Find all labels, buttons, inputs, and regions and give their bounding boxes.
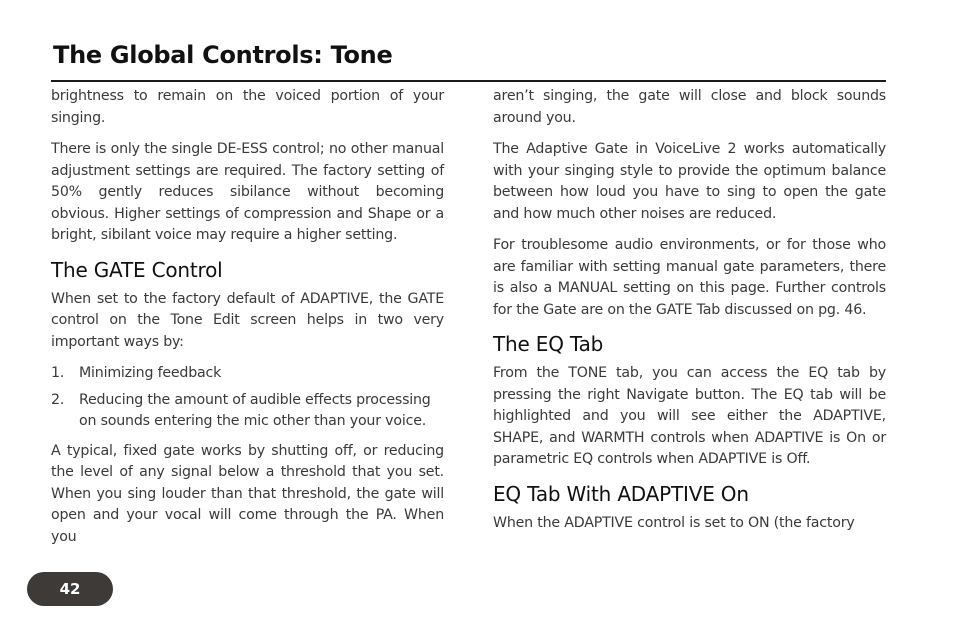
list-number: 2. bbox=[51, 391, 65, 408]
numbered-list bbox=[51, 363, 444, 433]
paragraph: From the TONE tab, you can access the EQ tab by pressing the right Navigate button. The EQ tab will be highlighted and you will see either the ADAPTIVE, SHAPE, and WARMTH controls when ADAPTIVE is On or parametric EQ controls when ADAPTIVE is Off. bbox=[493, 365, 886, 467]
section-heading-gate: The GATE Control bbox=[51, 257, 223, 282]
page-title: The Global Controls: Tone bbox=[53, 41, 393, 69]
paragraph: The Adaptive Gate in VoiceLive 2 works automatically with your singing style to provide the optimum balance between how loud you have to sing to open the gate and how much other noises are reduced. bbox=[493, 141, 886, 222]
section-heading-eq-adaptive: EQ Tab With ADAPTIVE On bbox=[493, 481, 749, 506]
paragraph: For troublesome audio environments, or for those who are familiar with setting manual gate parameters, there is also a MANUAL setting on this page. Further controls for the Gate are on the GATE Tab discussed on pg. 46. bbox=[493, 237, 886, 318]
page-number: 42 bbox=[59, 580, 81, 598]
paragraph: aren’t singing, the gate will close and block sounds around you. bbox=[493, 88, 886, 126]
section-heading-eq-tab: The EQ Tab bbox=[493, 332, 604, 356]
paragraph: When set to the factory default of ADAPTIVE, the GATE control on the Tone Edit screen helps in two very important ways by: bbox=[51, 290, 444, 350]
paragraph: When the ADAPTIVE control is set to ON (the factory bbox=[493, 514, 855, 531]
paragraph: A typical, fixed gate works by shutting off, or reducing the level of any signal below a threshold that you set. When you sing louder than that threshold, the gate will open and your vocal will come through the PA. When you bbox=[51, 442, 444, 545]
left-column bbox=[51, 86, 444, 558]
list-number: 1. bbox=[51, 365, 65, 381]
list-item-text: Minimizing feedback bbox=[79, 365, 222, 381]
right-column bbox=[493, 86, 886, 544]
page-number-badge bbox=[27, 572, 113, 606]
paragraph: brightness to remain on the voiced portion of your singing. bbox=[51, 88, 444, 126]
list-item-text: Reducing the amount of audible effects processing on sounds entering the mic other than your voice. bbox=[79, 391, 431, 429]
paragraph: There is only the single DE-ESS control; no other manual adjustment settings are required. The factory setting of 50% gently reduces sibilance without becoming obvious. Higher settings of compression and Shape or a bright, sibilant voice may require a higher setting. bbox=[51, 141, 444, 243]
list-item bbox=[51, 390, 444, 433]
title-divider bbox=[51, 80, 886, 82]
list-item bbox=[51, 363, 444, 385]
